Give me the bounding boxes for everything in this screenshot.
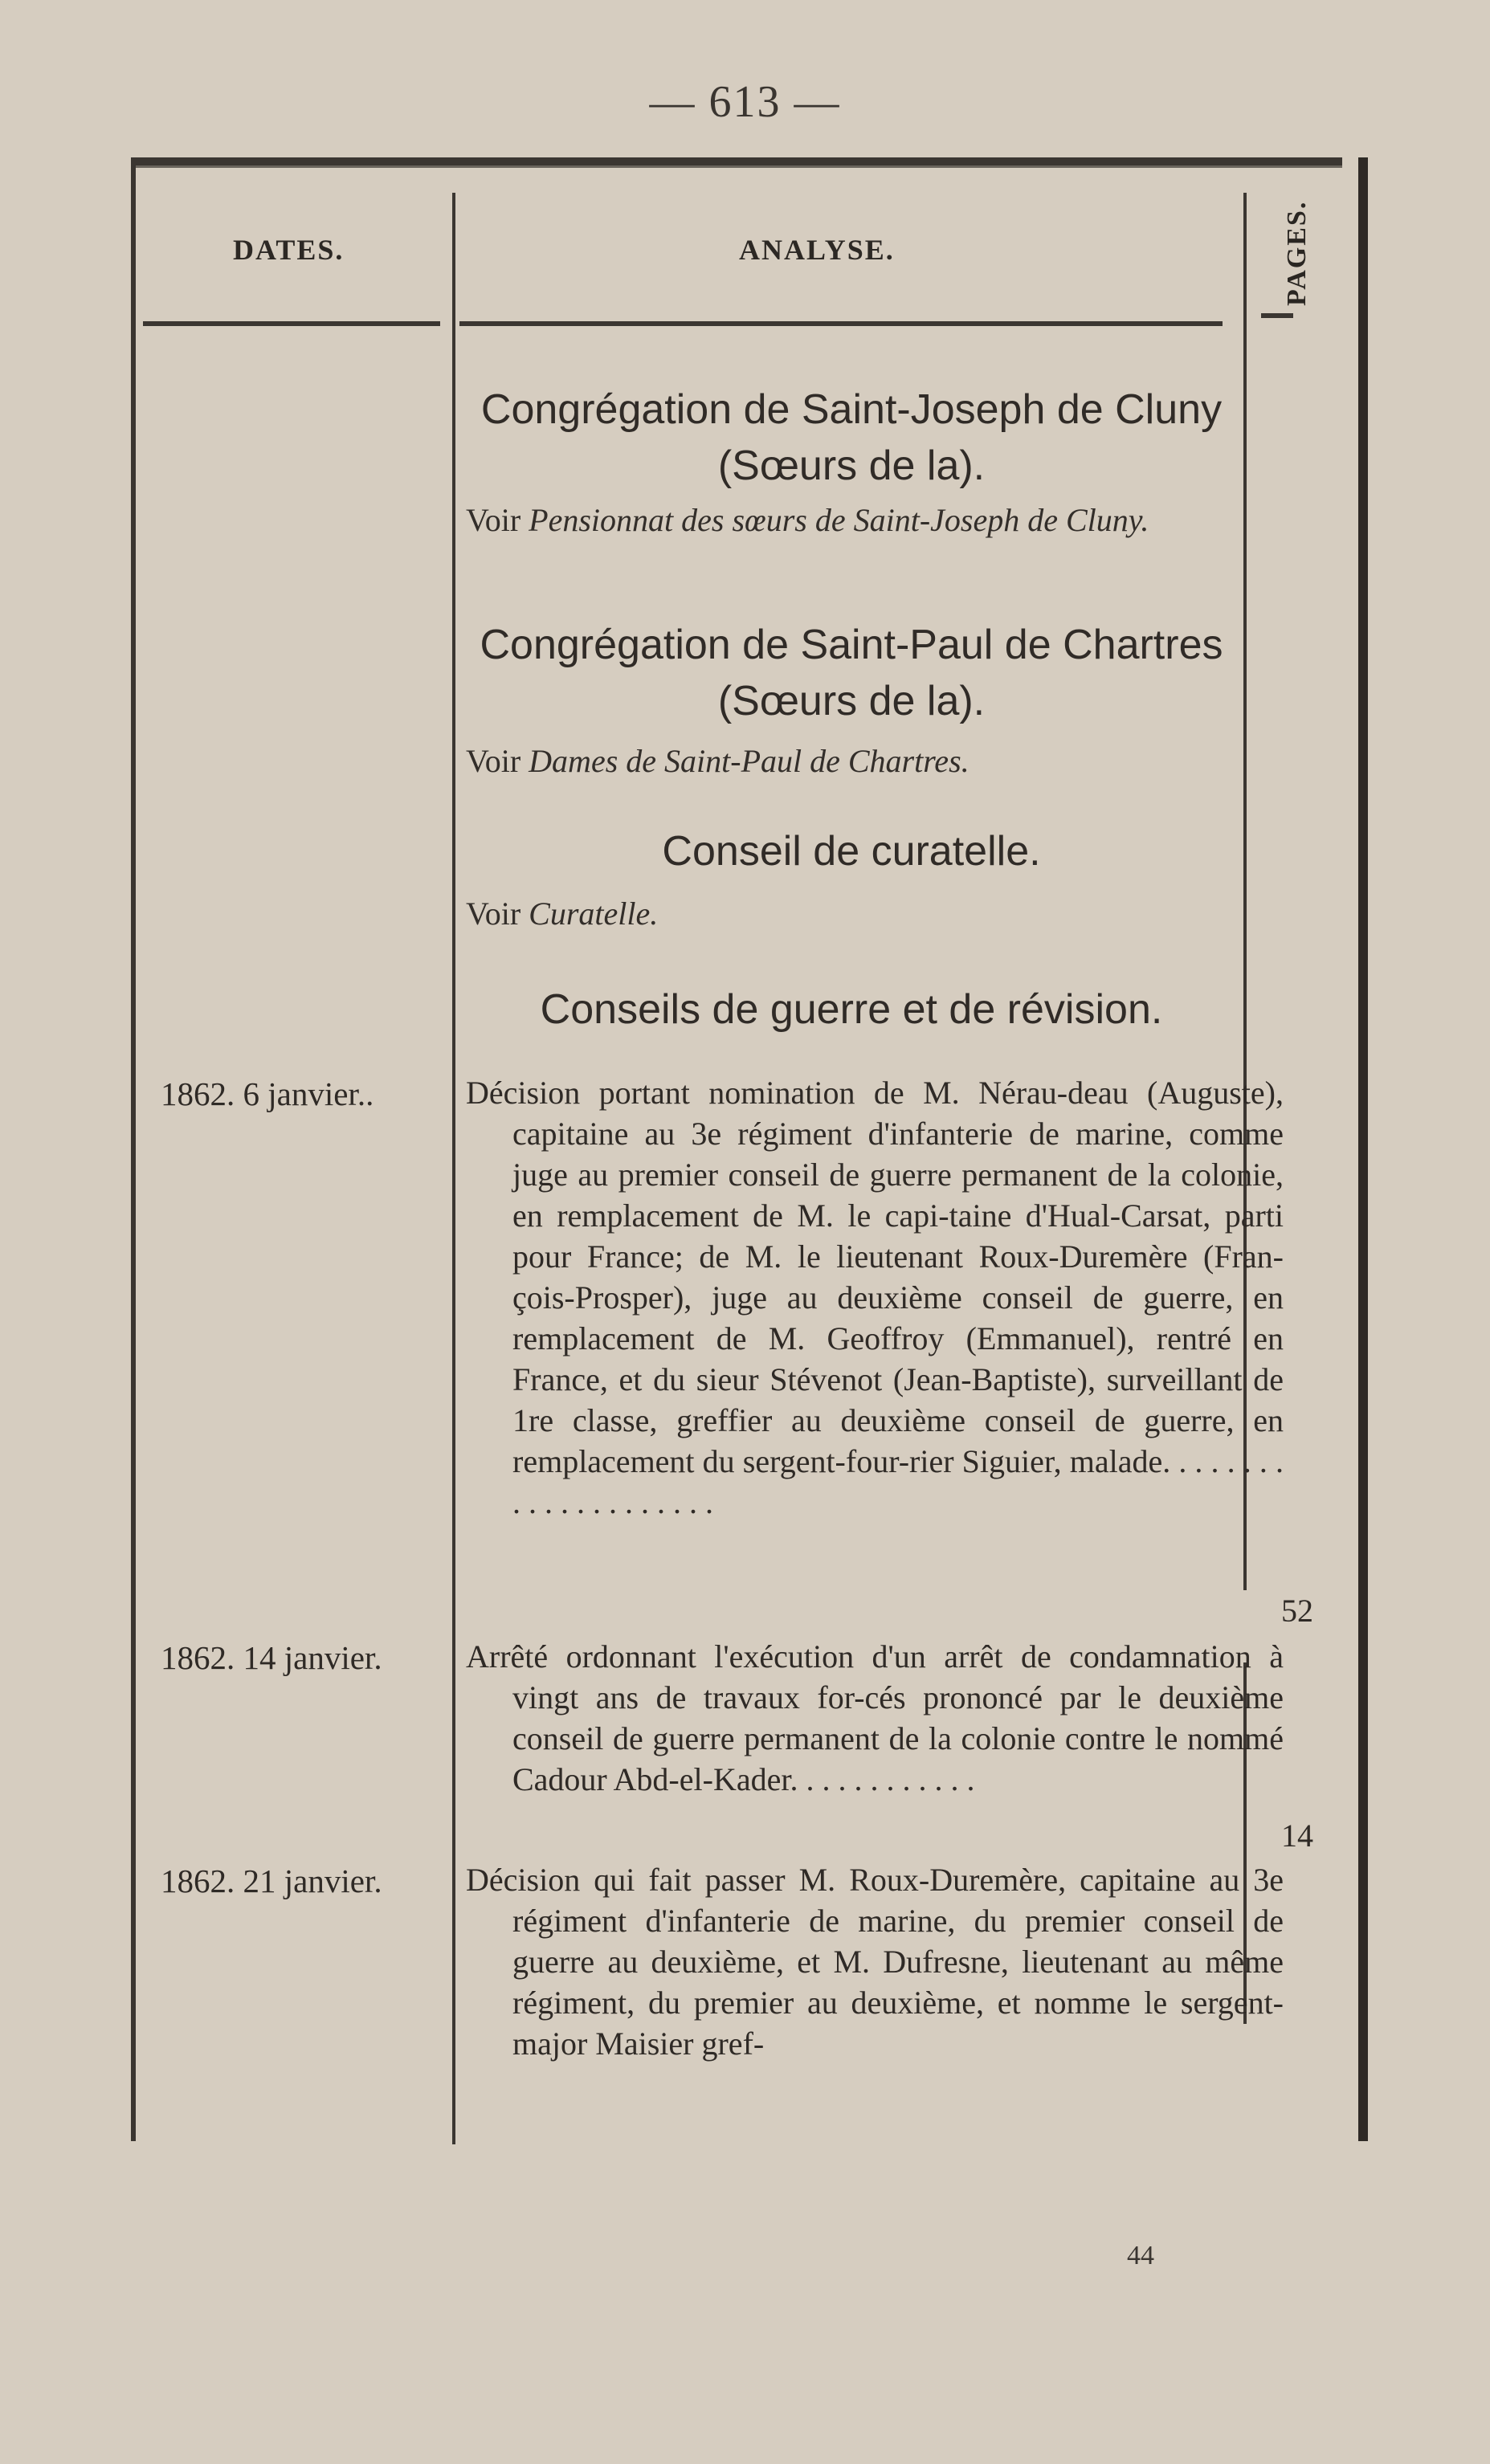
entry-date: 1862. 6 janvier.. <box>161 1075 374 1112</box>
column-separator-dates <box>452 193 455 2144</box>
entry-date: 1862. 14 janvier. <box>161 1639 382 1676</box>
see-also-reference <box>466 893 1237 935</box>
section-heading <box>458 381 1245 494</box>
see-also-reference <box>466 500 1237 541</box>
header-rule-pages <box>1261 313 1293 318</box>
voir-label: Voir <box>466 743 521 779</box>
page-number: — 613 — <box>649 77 841 127</box>
header-rule-dates <box>143 321 440 326</box>
section-heading-line: (Sœurs de la). <box>717 678 986 724</box>
signature-mark: 44 <box>1127 2241 1154 2270</box>
voir-target: Curatelle. <box>529 895 659 932</box>
section-heading-line: Conseils de guerre et de révision. <box>540 986 1163 1033</box>
voir-target: Pensionnat des sœurs de Saint-Joseph de Cluny. <box>529 502 1149 538</box>
entry-page: 14 <box>1281 1817 1313 1854</box>
voir-target: Dames de Saint-Paul de Chartres. <box>529 743 970 779</box>
section-heading-line: Congrégation de Saint-Joseph de Cluny <box>480 386 1223 433</box>
header-dates: DATES. <box>233 234 345 266</box>
entry-analysis: Arrêté ordonnant l'exécution d'un arrêt de condamnation à vingt ans de travaux for-cés prononcé par le deuxième conseil de guerre permanent de la colonie contre le nommé Cadour Abd-el-Kader. . . . . . . . . . . . <box>466 1638 1284 1797</box>
header-pages: PAGES. <box>1282 200 1312 306</box>
section-heading <box>458 823 1245 879</box>
see-also-reference <box>466 740 1237 782</box>
entry-page: 52 <box>1281 1593 1313 1629</box>
section-heading-line: (Sœurs de la). <box>717 443 986 489</box>
section-heading <box>458 981 1245 1038</box>
header-rule-analyse <box>459 321 1223 326</box>
entry-date: 1862. 21 janvier. <box>161 1862 382 1899</box>
section-heading-line: Conseil de curatelle. <box>662 828 1041 875</box>
voir-label: Voir <box>466 502 521 538</box>
header-analyse: ANALYSE. <box>739 234 895 266</box>
section-heading <box>458 617 1245 729</box>
voir-label: Voir <box>466 895 521 932</box>
entry-analysis: Décision portant nomination de M. Nérau-deau (Auguste), capitaine au 3e régiment d'infanterie de marine, comme juge au premier conseil de guerre permanent de la colonie, en remplacement de M. le capi-taine d'Hual-Carsat, parti pour France; de M. le lieutenant Roux-Duremère (Fran-çois-Prosper), juge au deuxième conseil de guerre, en remplacement de M. Geoffroy (Emmanuel), rentré en France, et du sieur Stévenot (Jean-Baptiste), surveillant de 1re classe, greffier au deuxième conseil de guerre, en remplacement du sergent-four-rier Siguier, malade. . . . . . . . . . . . . . . . . . . . . <box>466 1075 1284 1520</box>
entry-analysis: Décision qui fait passer M. Roux-Duremère, capitaine au 3e régiment d'infanterie de marine, du premier conseil de guerre au deuxième, et M. Dufresne, lieutenant au même régiment, du premier au deuxième, et nomme le sergent-major Maisier gref- <box>466 1862 1284 2062</box>
section-heading-line: Congrégation de Saint-Paul de Chartres <box>480 622 1223 668</box>
